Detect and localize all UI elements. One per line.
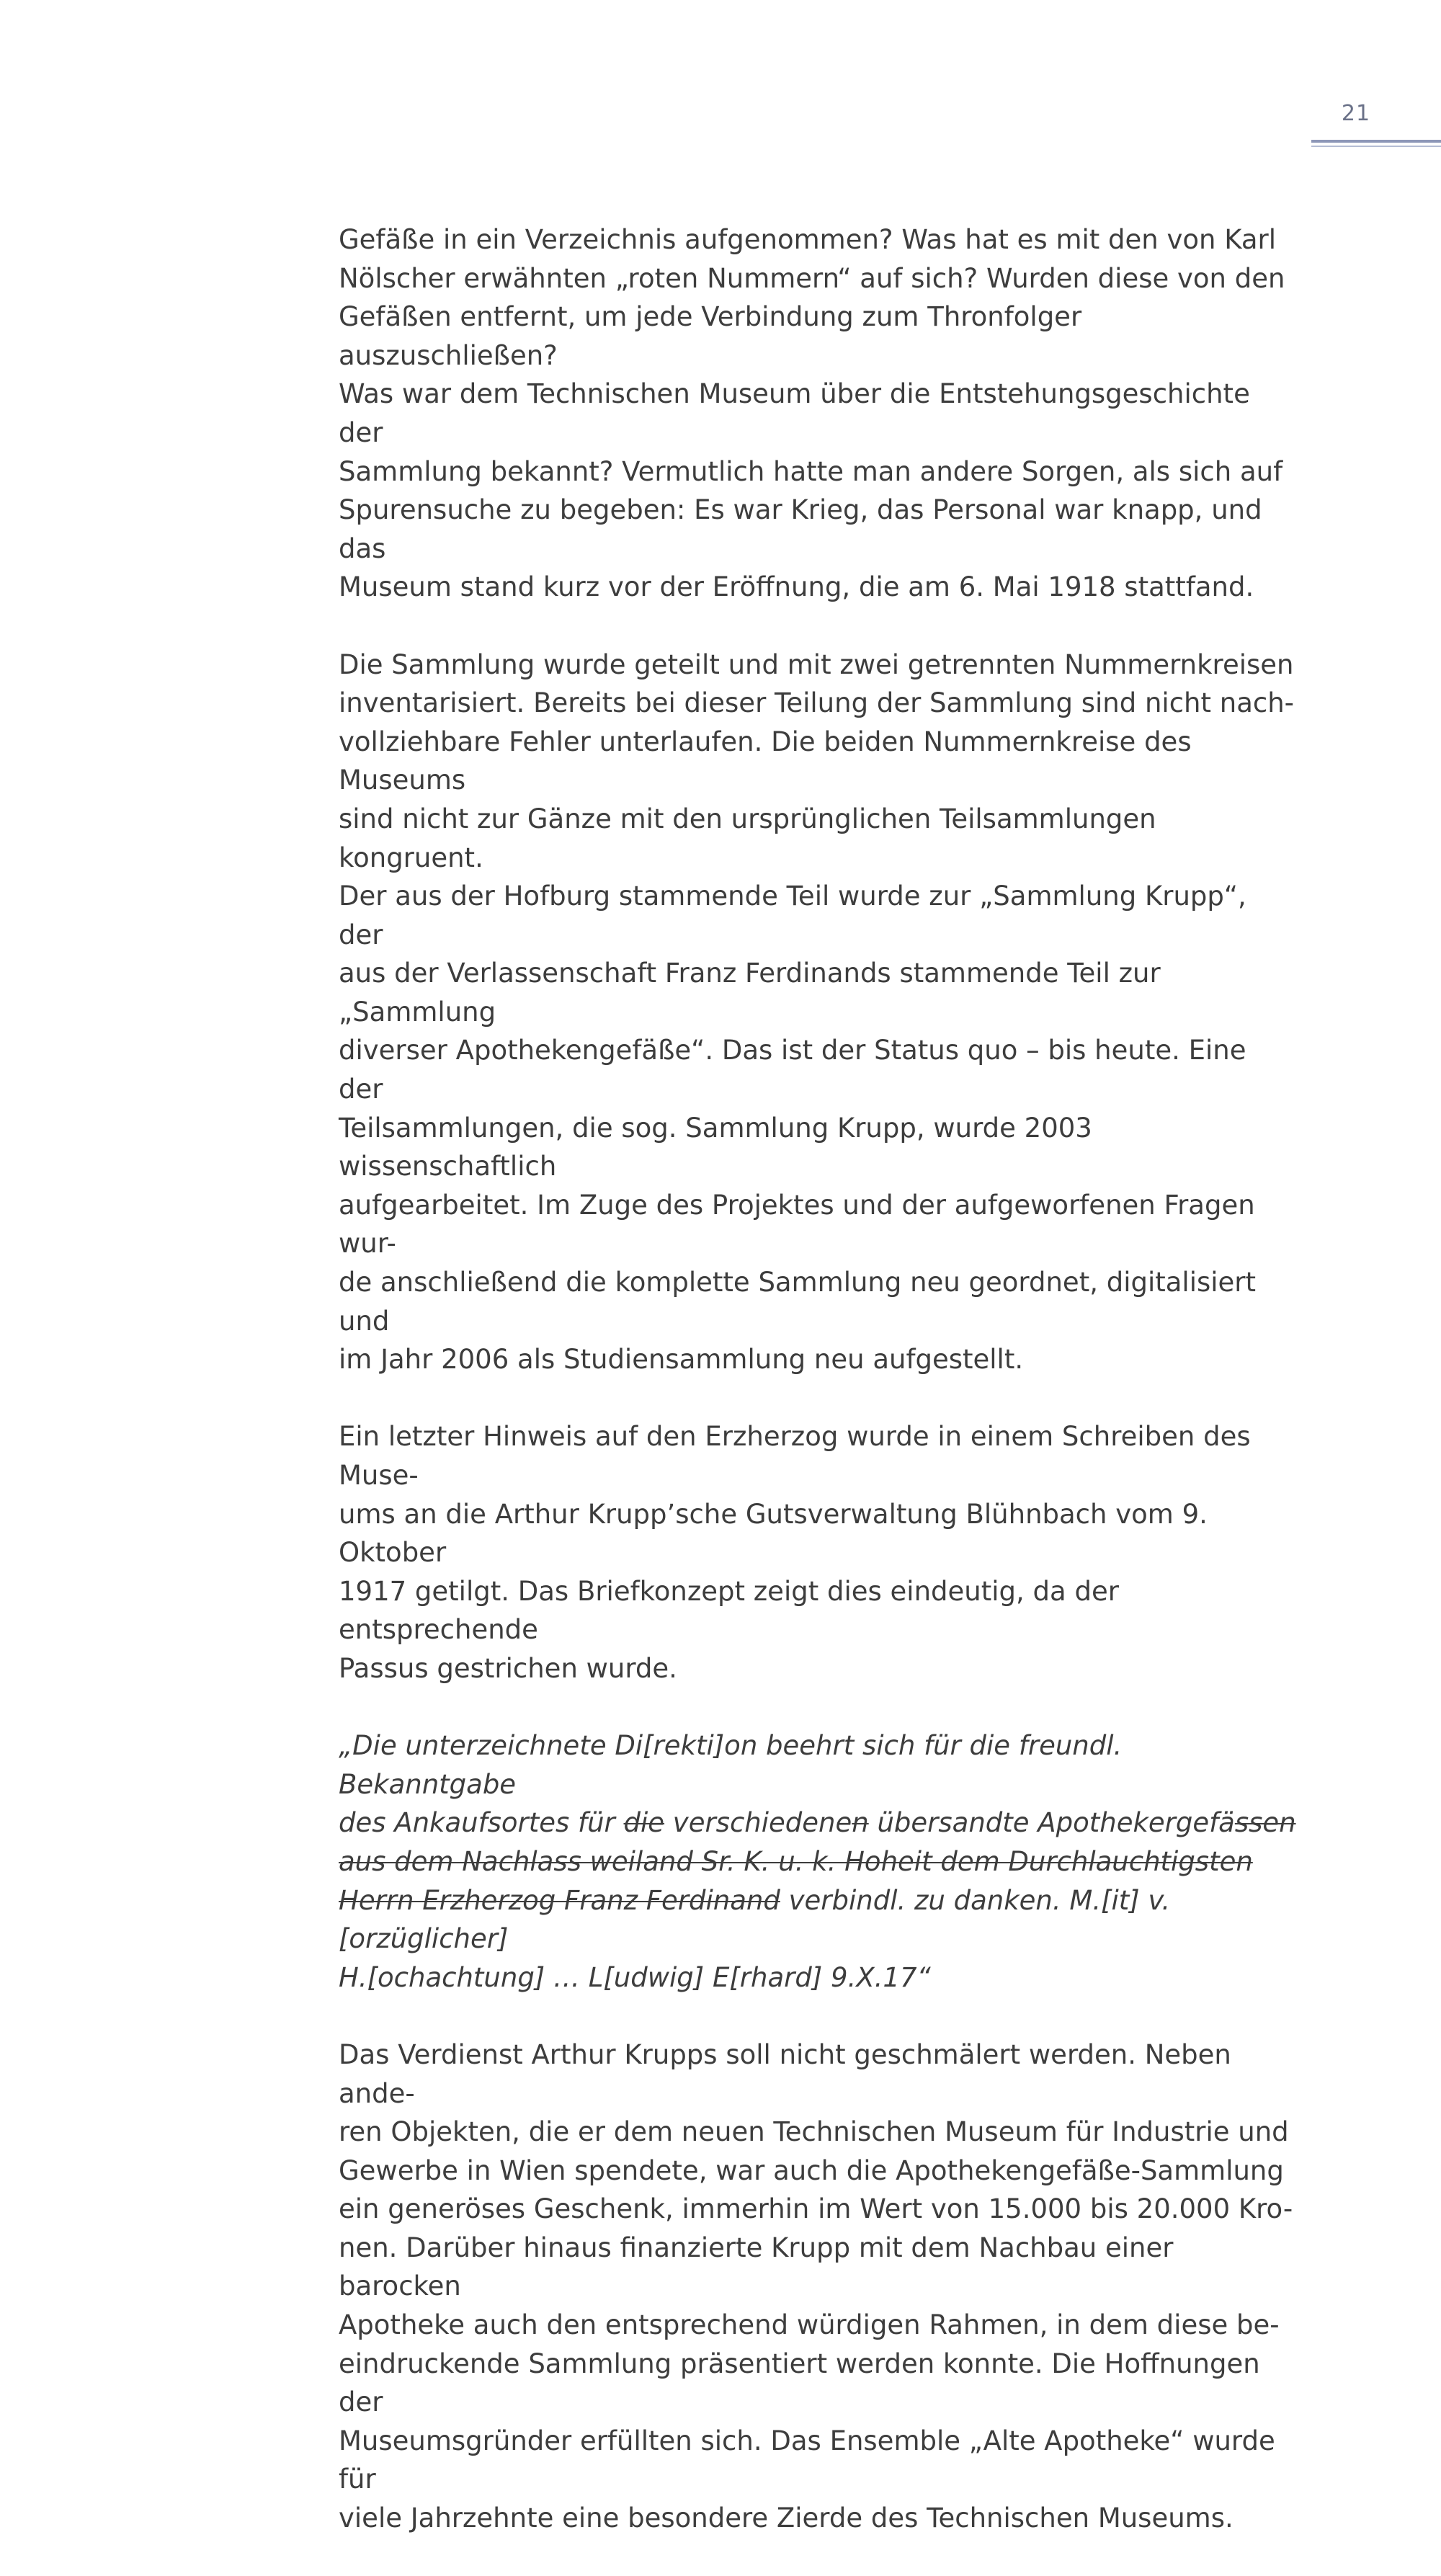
body-text: [339, 220, 1297, 2576]
header-rule-thin: [1311, 146, 1441, 147]
paragraph-3: Ein letzter Hinweis auf den Erzherzog wurde in einem Schreiben des Muse- ums an die Arthur Krupp’sche Gutsverwaltung Blühnbach vom 9. Oktober 1917 getilgt. Das Briefkonzept zeigt dies eindeutig, da der entsprechende Passus gestrichen wurde.: [339, 1421, 1251, 1684]
letter-quote: [339, 1726, 1297, 1997]
paragraph-closing: Das Verdienst Arthur Krupps soll nicht geschmälert werden. Neben ande- ren Objekten, die er dem neuen Technischen Museum für Industrie und Gewerbe in Wien spendete, war auch die Apothekengefäße-Sammlung ein generöses Geschenk, immerhin im Wert von 15.000 bis 20.000 Kro- nen. Darüber hinaus finanzierte Krupp mit dem Nachbau einer barocken Apotheke auch den entsprechend würdigen Rahmen, in dem diese be- eindruckende Sammlung präsentiert werden konnte. Die Hoffnungen der Museumsgründer erfüllten sich. Das Ensemble „Alte Apotheke“ wurde für viele Jahrzehnte eine besondere Zierde des Technischen Museums.: [339, 2038, 1293, 2534]
page-number: 21: [1341, 101, 1371, 126]
quote-struck-2: n: [852, 1807, 869, 1839]
header-rule: [1311, 140, 1441, 143]
paragraph-2: Die Sammlung wurde geteilt und mit zwei getrennten Nummernkreisen inventarisiert. Bereits bei dieser Teilung der Sammlung sind nicht nach- vollziehbare Fehler unterlaufen. Die beiden Nummernkreise des Museums sind nicht zur Gänze mit den ursprünglichen Teilsammlungen kongruent. Der aus der Hofburg stammende Teil wurde zur „Sammlung Krupp“, der aus der Verlassenschaft Franz Ferdinands stammende Teil zur „Sammlung diverser Apothekengefäße“. Das ist der Status quo – bis heute. Eine der Teilsammlungen, die sog. Sammlung Krupp, wurde 2003 wissenschaftlich aufgearbeitet. Im Zuge des Projektes und der aufgeworfenen Fragen wur- de anschließend die komplette Sammlung neu geordnet, digitalisiert und im Jahr 2006 als Studiensammlung neu aufgestellt.: [339, 649, 1295, 1376]
paragraph-1: Gefäße in ein Verzeichnis aufgenommen? Was hat es mit den von Karl Nölscher erwähnten „roten Nummern“ auf sich? Wurden diese von den Gefäßen entfernt, um jede Verbindung zum Thronfolger auszuschließen? Was war dem Technischen Museum über die Entstehungsgeschichte der Sammlung bekannt? Vermutlich hatte man andere Sorgen, als sich auf Spurensuche zu begeben: Es war Krieg, das Personal war knapp, und das Museum stand kurz vor der Eröffnung, die am 6. Mai 1918 stattfand.: [339, 224, 1285, 603]
quote-text-3: übersandte Apothekergefä: [868, 1807, 1235, 1839]
quote-struck-3: ssen aus dem Nachlass weiland Sr. K. u. k. Hoheit dem Durchlauchtigsten Herrn Erzherzog Franz Ferdinand: [339, 1807, 1296, 1916]
quote-text-2: verschiedene: [664, 1807, 852, 1839]
quote-text-1: „Die unterzeichnete Di[rekti]on beehrt sich für die freundl. Bekanntgabe des Ankaufsortes für: [339, 1730, 1123, 1839]
quote-struck-1: die: [623, 1807, 665, 1839]
quote-text-4: verbindl. zu danken. M.[it] v.[orzüglicher] H.[ochachtung] … L[udwig] E[rhard] 9.X.17“: [339, 1884, 1171, 1993]
